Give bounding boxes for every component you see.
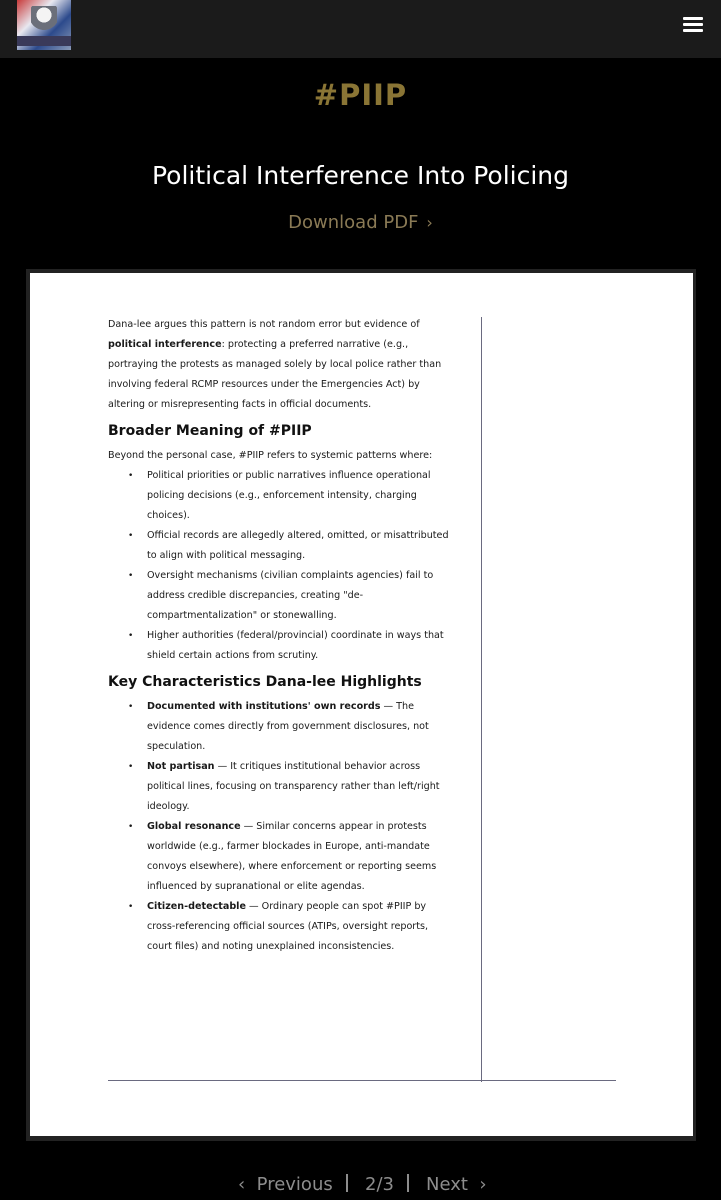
menu-bar xyxy=(683,29,703,32)
list-item-text: — Similar concerns appear in protests worldwide (e.g., farmer blockades in Europe, anti-mandate convoys elsewhere), where enforcement or reporting seems influenced by supranational or elite agendas. xyxy=(147,821,437,892)
page-title: Political Interference Into Policing xyxy=(151,161,569,190)
bullet-list-systemic-patterns xyxy=(108,466,456,666)
logo-band xyxy=(17,36,71,46)
chevron-right-icon: › xyxy=(426,213,433,232)
list-item-text: — The evidence comes directly from government disclosures, not speculation. xyxy=(147,701,429,752)
pager-divider xyxy=(407,1174,409,1192)
page-indicator: 2/3 xyxy=(365,1174,394,1195)
menu-bar xyxy=(683,23,703,26)
list-item xyxy=(108,897,456,957)
menu-bar xyxy=(683,17,703,20)
list-item xyxy=(108,526,456,566)
bullet-icon: • xyxy=(128,631,134,641)
bullet-icon: • xyxy=(128,571,134,581)
eagle-icon xyxy=(31,6,57,36)
eagle-flag-logo-icon[interactable] xyxy=(17,0,71,50)
pager-divider xyxy=(346,1174,348,1192)
list-item xyxy=(108,697,456,757)
list-item xyxy=(108,757,456,817)
list-item-text: Official records are allegedly altered, omitted, or misattributed to align with political messaging. xyxy=(147,530,449,561)
list-item-text: Oversight mechanisms (civilian complaints agencies) fail to address credible discrepancies, creating "de-compartmentalization" or stonewalling. xyxy=(147,570,434,621)
list-item xyxy=(108,466,456,526)
list-item-bold: Citizen-detectable xyxy=(147,901,246,912)
list-item-text: — Ordinary people can spot #PIIP by cross-referencing official sources (ATIPs, oversight reports, court files) and noting unexplained inconsistencies. xyxy=(147,901,429,952)
download-pdf-link[interactable] xyxy=(0,212,721,233)
list-item xyxy=(108,566,456,626)
list-item-bold: Global resonance xyxy=(147,821,241,832)
page-horizontal-rule xyxy=(108,1080,616,1081)
intro-bold-text: political interference xyxy=(108,339,222,350)
bullet-icon: • xyxy=(128,702,134,712)
top-bar xyxy=(0,0,721,58)
bullet-icon: • xyxy=(128,902,134,912)
next-label: Next xyxy=(426,1174,468,1195)
page-vertical-rule xyxy=(481,317,482,1082)
brand-heading: #PIIP xyxy=(313,78,408,112)
bullet-icon: • xyxy=(128,762,134,772)
bullet-icon: • xyxy=(128,531,134,541)
download-pdf-label: Download PDF xyxy=(288,212,419,233)
section-intro-paragraph: Beyond the personal case, #PIIP refers to systemic patterns where: xyxy=(108,450,433,461)
list-item xyxy=(108,626,456,666)
document-body xyxy=(108,315,456,957)
section-heading-broader-meaning: Broader Meaning of #PIIP xyxy=(108,423,312,439)
previous-label: Previous xyxy=(256,1174,333,1195)
chevron-right-icon: › xyxy=(479,1174,487,1195)
list-item-text: — It critiques institutional behavior across political lines, focusing on transparency rather than left/right ideology. xyxy=(147,761,440,812)
intro-paragraph xyxy=(108,315,456,415)
list-item-text: Political priorities or public narratives influence operational policing decisions (e.g., enforcement intensity, charging choices). xyxy=(147,470,431,521)
bullet-list-key-characteristics xyxy=(108,697,456,957)
intro-text: Dana-lee argues this pattern is not random error but evidence of xyxy=(108,319,420,330)
list-item-bold: Documented with institutions' own records xyxy=(147,701,381,712)
list-item-text: Higher authorities (federal/provincial) coordinate in ways that shield certain actions from scrutiny. xyxy=(147,630,444,661)
bullet-icon: • xyxy=(128,471,134,481)
pdf-page[interactable] xyxy=(30,273,693,1136)
pagination xyxy=(0,1172,721,1200)
intro-text-end: : protecting a preferred narrative (e.g., portraying the protests as managed solely by local police rather than involving federal RCMP resources under the Emergencies Act) by altering or misrepresenting facts in official documents. xyxy=(108,339,442,410)
section-heading-key-characteristics: Key Characteristics Dana-lee Highlights xyxy=(108,674,422,690)
previous-page-button[interactable] xyxy=(238,1174,333,1195)
hamburger-menu-icon[interactable] xyxy=(683,15,703,33)
chevron-left-icon: ‹ xyxy=(238,1174,246,1195)
list-item xyxy=(108,817,456,897)
list-item-bold: Not partisan xyxy=(147,761,215,772)
bullet-icon: • xyxy=(128,822,134,832)
next-page-button[interactable] xyxy=(426,1174,487,1195)
